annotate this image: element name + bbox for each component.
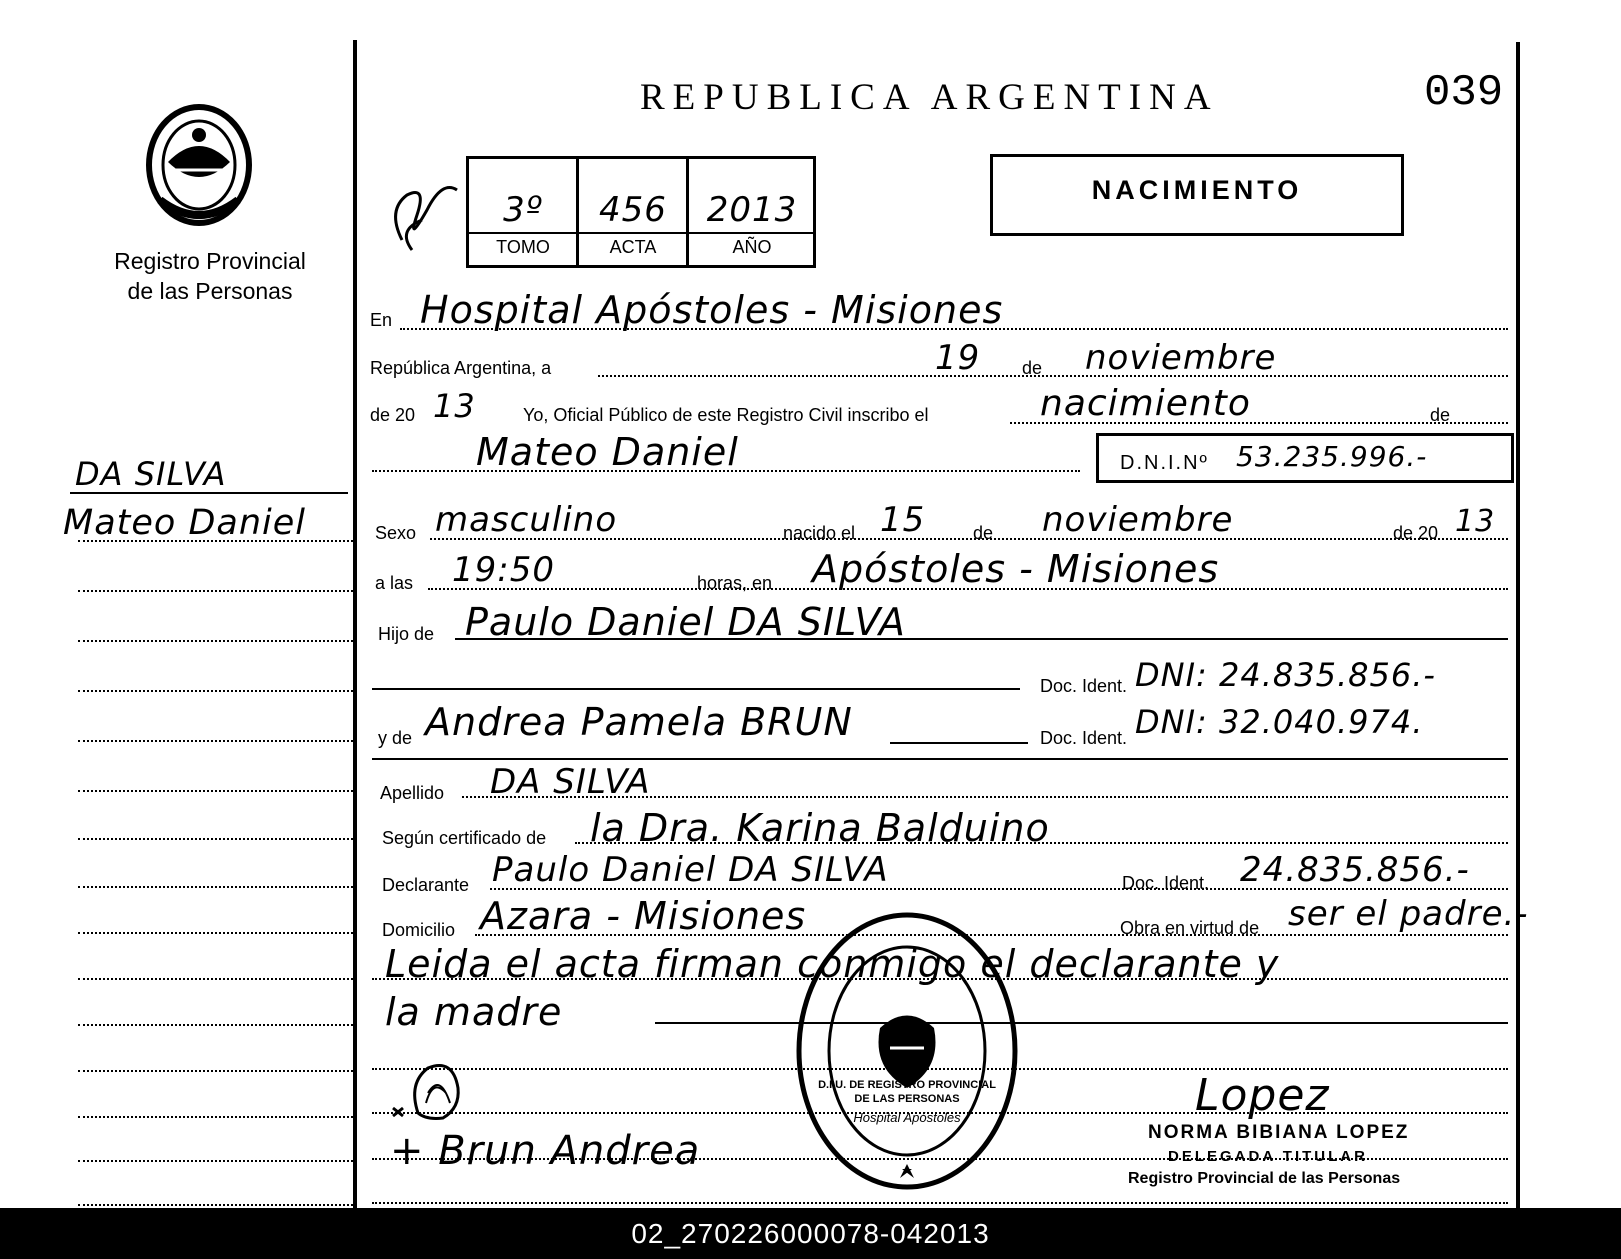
- yde-line: [890, 742, 1028, 744]
- birth-month-value: noviembre: [1042, 500, 1234, 540]
- official-signature: Lopez: [1195, 1070, 1330, 1121]
- apellido-label: Apellido: [380, 783, 445, 803]
- initial-signature: [382, 170, 462, 260]
- birth-time-value: 19:50: [452, 550, 555, 590]
- acta-value: 456: [599, 190, 667, 230]
- mother-doc-value: DNI: 32.040.974.: [1135, 703, 1424, 741]
- anio-value: 2013: [706, 190, 798, 230]
- birth-day-value: 15: [880, 500, 926, 540]
- declarante-value: Paulo Daniel DA SILVA: [492, 850, 889, 890]
- oficial-label: Yo, Oficial Público de este Registro Civil inscribo el: [523, 405, 929, 425]
- birth-place-value: Apóstoles - Misiones: [812, 547, 1220, 591]
- de-label-1: de: [1022, 358, 1043, 378]
- footer-code: 02_270226000078-042013: [0, 1208, 1621, 1259]
- yde-label: y de: [378, 728, 413, 748]
- country-title: REPUBLICA ARGENTINA: [640, 77, 1219, 118]
- nacido-label: nacido el: [783, 523, 856, 543]
- registry-name-line2: de las Personas: [127, 278, 293, 304]
- note-line-rule: [655, 1022, 1508, 1024]
- event-value: nacimiento: [1040, 383, 1251, 424]
- alas-label: a las: [375, 573, 414, 593]
- official-org: Registro Provincial de las Personas: [1128, 1170, 1401, 1187]
- certificado-label: Según certificado de: [382, 828, 547, 848]
- birth-year-suffix-value: 13: [1455, 504, 1496, 539]
- dni-label: D.N.I.Nº: [1120, 452, 1209, 474]
- mother-signature: + Brun Andrea: [390, 1128, 701, 1174]
- sig-dots-4: [372, 1202, 1508, 1204]
- acta-label: ACTA: [609, 237, 657, 257]
- de-label-3: de: [973, 523, 994, 543]
- de-label-2: de: [1430, 405, 1451, 425]
- en-label: En: [370, 310, 393, 330]
- margin-surname: DA SILVA: [75, 455, 227, 493]
- anio-label: AÑO: [732, 237, 772, 257]
- month-value: noviembre: [1085, 338, 1277, 378]
- margin-given-names: Mateo Daniel: [63, 503, 307, 543]
- apellido-value: DA SILVA: [490, 762, 651, 802]
- tomo-label: TOMO: [496, 237, 550, 257]
- republica-dots: [598, 375, 1508, 377]
- tomo-value: 3º: [503, 190, 543, 230]
- dni-value: 53.235.996.-: [1236, 440, 1428, 473]
- registry-name-line1: Registro Provincial: [114, 248, 306, 274]
- declarante-doc-label: Doc. Ident.: [1122, 873, 1210, 893]
- father-name-value: Paulo Daniel DA SILVA: [465, 600, 906, 644]
- mother-doc-label: Doc. Ident.: [1040, 728, 1128, 748]
- de20-label: de 20: [1393, 523, 1439, 543]
- year-prefix-label: de 20: [370, 405, 416, 425]
- certificado-value: la Dra. Karina Balduino: [590, 806, 1050, 850]
- provincial-seal-logo: [140, 100, 258, 230]
- domicilio-value: Azara - Misiones: [480, 894, 807, 938]
- right-form-border: [1516, 42, 1520, 1208]
- declarante-doc-value: 24.835.856.-: [1240, 850, 1470, 890]
- horas-label: horas, en: [697, 573, 773, 593]
- mother-name-value: Andrea Pamela BRUN: [425, 700, 853, 744]
- record-box-divider-1: [576, 158, 579, 266]
- sexo-value: masculino: [435, 500, 618, 540]
- left-form-border: [353, 40, 357, 1208]
- official-role: DELEGADA TITULAR: [1168, 1148, 1368, 1165]
- place-value: Hospital Apóstoles - Misiones: [420, 288, 1004, 332]
- day-value: 19: [935, 338, 981, 378]
- obra-label: Obra en virtud de: [1120, 918, 1260, 938]
- obra-value: ser el padre.-: [1288, 894, 1529, 934]
- father-doc-label: Doc. Ident.: [1040, 676, 1128, 696]
- sexo-label: Sexo: [375, 523, 417, 543]
- margin-underline: [70, 492, 348, 494]
- hijo-line-2: [372, 688, 1020, 690]
- year-suffix-value: 13: [433, 387, 476, 425]
- note-line-2: la madre: [385, 990, 563, 1034]
- republica-label: República Argentina, a: [370, 358, 552, 378]
- declarante-label: Declarante: [382, 875, 470, 895]
- domicilio-label: Domicilio: [382, 920, 456, 940]
- note-line-1: Leida el acta firman conmigo el declarante y: [385, 942, 1280, 986]
- official-name: NORMA BIBIANA LOPEZ: [1148, 1122, 1410, 1143]
- doc-type-label: NACIMIENTO: [1091, 175, 1303, 205]
- record-box-divider-2: [686, 158, 689, 266]
- stamp-inner-text: Hospital Apóstoles: [853, 1110, 961, 1125]
- hijo-label: Hijo de: [378, 624, 435, 644]
- record-box-label-rule: [468, 232, 814, 234]
- page-number: 039: [1424, 68, 1504, 118]
- official-stamp: [792, 908, 1022, 1194]
- child-name-value: Mateo Daniel: [476, 430, 739, 474]
- thumbprint-mark: [388, 1048, 478, 1126]
- mother-rule: [372, 758, 1508, 760]
- stamp-ring-text: D.I.U. DE REGISTRO PROVINCIAL DE LAS PERSONAS: [818, 1079, 996, 1105]
- father-doc-value: DNI: 24.835.856.-: [1135, 656, 1436, 694]
